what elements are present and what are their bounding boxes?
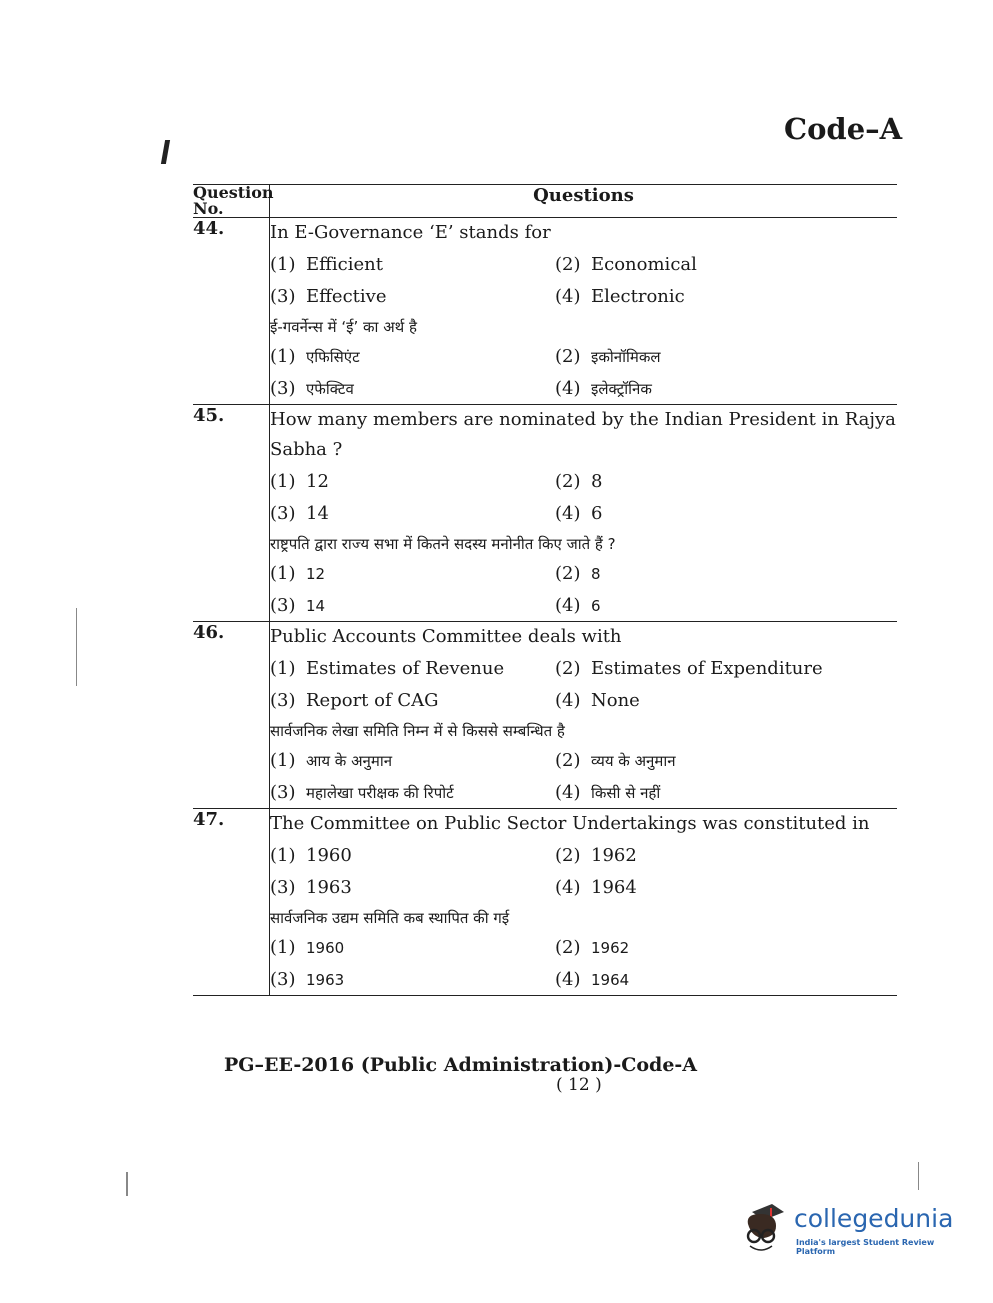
question-text-english: How many members are nominated by the Indian President in Rajya Sabha ?	[270, 409, 896, 460]
option-number: (2)	[555, 658, 581, 679]
paper-code: Code–A	[784, 112, 903, 146]
answer-option	[270, 686, 555, 716]
option-number: (4)	[555, 595, 581, 616]
option-text: 1960	[306, 845, 352, 866]
answer-option	[270, 873, 555, 903]
brand-watermark	[740, 1198, 960, 1258]
option-number: (2)	[555, 750, 581, 771]
option-number: (4)	[555, 782, 581, 803]
question-text-english: The Committee on Public Sector Undertakings was constituted in	[270, 813, 870, 834]
option-text: 14	[306, 503, 329, 524]
option-text: किसी से नहीं	[591, 784, 661, 802]
question-body	[270, 809, 898, 996]
option-text: 1963	[306, 877, 352, 898]
question-row	[193, 622, 897, 809]
option-text: महालेखा परीक्षक की रिपोर्ट	[306, 784, 454, 802]
question-text-hindi: राष्ट्रपति द्वारा राज्य सभा में कितने सदस्य मनोनीत किए जाते हैं ?	[270, 535, 616, 553]
question-text-hindi: सार्वजनिक लेखा समिति निम्न में से किससे सम्बन्धित है	[270, 722, 565, 740]
question-row	[193, 809, 897, 996]
option-text: 8	[591, 471, 603, 492]
option-number: (2)	[555, 471, 581, 492]
question-text-english: Public Accounts Committee deals with	[270, 626, 622, 647]
option-number: (4)	[555, 877, 581, 898]
answer-option	[555, 778, 897, 808]
option-text: 12	[306, 471, 329, 492]
answer-option	[270, 933, 555, 963]
answer-option	[555, 746, 897, 776]
question-text-hindi: सार्वजनिक उद्यम समिति कब स्थापित की गई	[270, 909, 510, 927]
answer-option	[270, 746, 555, 776]
options-hindi	[270, 746, 897, 808]
options-english	[270, 467, 897, 529]
brand-name: collegedunia	[794, 1204, 954, 1233]
option-number: (2)	[555, 845, 581, 866]
answer-option	[555, 559, 897, 589]
scan-mark	[76, 608, 77, 686]
options-hindi	[270, 933, 897, 995]
option-text: इलेक्ट्रॉनिक	[591, 380, 652, 398]
option-text: 1963	[306, 971, 345, 989]
questions-table	[193, 184, 897, 996]
options-english	[270, 841, 897, 903]
question-number: 44.	[193, 218, 270, 405]
option-number: (1)	[270, 563, 296, 584]
answer-option	[555, 841, 897, 871]
question-no-header: Question No.	[193, 183, 274, 218]
option-number: (3)	[270, 782, 296, 803]
option-text: 8	[591, 565, 601, 583]
table-header-row	[193, 185, 897, 218]
page-number: ( 12 )	[556, 1075, 602, 1095]
option-number: (4)	[555, 969, 581, 990]
answer-option	[555, 282, 897, 312]
option-number: (2)	[555, 937, 581, 958]
question-text-english: In E-Governance ‘E’ stands for	[270, 222, 551, 243]
option-number: (4)	[555, 286, 581, 307]
answer-option	[555, 499, 897, 529]
answer-option	[555, 342, 897, 372]
option-text: Estimates of Revenue	[306, 658, 505, 679]
answer-option	[270, 591, 555, 621]
option-text: Economical	[591, 254, 697, 275]
option-number: (2)	[555, 346, 581, 367]
option-text: Report of CAG	[306, 690, 439, 711]
option-number: (4)	[555, 378, 581, 399]
options-hindi	[270, 342, 897, 404]
option-text: 1964	[591, 877, 637, 898]
option-text: 6	[591, 597, 601, 615]
answer-option	[270, 499, 555, 529]
answer-option	[270, 374, 555, 404]
option-number: (1)	[270, 845, 296, 866]
option-text: आय के अनुमान	[306, 752, 393, 770]
answer-option	[555, 686, 897, 716]
option-number: (1)	[270, 937, 296, 958]
answer-option	[270, 282, 555, 312]
question-body	[270, 218, 898, 405]
answer-option	[555, 933, 897, 963]
question-body	[270, 405, 898, 622]
option-text: Estimates of Expenditure	[591, 658, 823, 679]
option-number: (1)	[270, 346, 296, 367]
option-text: 1960	[306, 939, 345, 957]
margin-mark	[161, 140, 170, 164]
answer-option	[555, 374, 897, 404]
option-text: None	[591, 690, 640, 711]
option-number: (3)	[270, 503, 296, 524]
option-number: (1)	[270, 750, 296, 771]
answer-option	[270, 654, 555, 684]
answer-option	[555, 654, 897, 684]
option-text: व्यय के अनुमान	[591, 752, 676, 770]
scan-mark	[918, 1162, 919, 1190]
options-english	[270, 250, 897, 312]
option-number: (4)	[555, 690, 581, 711]
answer-option	[555, 250, 897, 280]
option-number: (3)	[270, 286, 296, 307]
scan-mark	[126, 1172, 128, 1196]
brand-tagline: India's largest Student Review Platform	[796, 1238, 935, 1256]
answer-option	[270, 250, 555, 280]
option-number: (3)	[270, 969, 296, 990]
questions-header: Questions	[270, 185, 898, 218]
answer-option	[555, 591, 897, 621]
question-number: 47.	[193, 809, 270, 996]
option-text: 1964	[591, 971, 630, 989]
option-number: (1)	[270, 254, 296, 275]
option-text: Efficient	[306, 254, 384, 275]
option-number: (3)	[270, 378, 296, 399]
question-text-hindi: ई-गवर्नेन्स में ‘ई’ का अर्थ है	[270, 318, 417, 336]
option-text: 12	[306, 565, 326, 583]
option-text: 14	[306, 597, 326, 615]
question-row	[193, 405, 897, 622]
option-number: (3)	[270, 595, 296, 616]
question-number: 45.	[193, 405, 270, 622]
option-text: Electronic	[591, 286, 685, 307]
answer-option	[270, 342, 555, 372]
option-text: 1962	[591, 845, 637, 866]
student-mascot-icon	[740, 1202, 788, 1252]
options-english	[270, 654, 897, 716]
option-number: (2)	[555, 254, 581, 275]
answer-option	[555, 873, 897, 903]
option-text: Effective	[306, 286, 387, 307]
option-number: (1)	[270, 658, 296, 679]
question-body	[270, 622, 898, 809]
option-text: इकोनॉमिकल	[591, 348, 661, 366]
answer-option	[270, 778, 555, 808]
option-number: (4)	[555, 503, 581, 524]
question-number: 46.	[193, 622, 270, 809]
option-text: एफिसिएंट	[306, 348, 360, 366]
answer-option	[555, 965, 897, 995]
answer-option	[270, 559, 555, 589]
option-text: 6	[591, 503, 603, 524]
answer-option	[555, 467, 897, 497]
question-row	[193, 218, 897, 405]
options-hindi	[270, 559, 897, 621]
option-number: (3)	[270, 877, 296, 898]
answer-option	[270, 965, 555, 995]
paper-footer: PG–EE-2016 (Public Administration)-Code-A	[224, 1054, 698, 1076]
option-text: एफेक्टिव	[306, 380, 354, 398]
option-number: (3)	[270, 690, 296, 711]
option-text: 1962	[591, 939, 630, 957]
answer-option	[270, 841, 555, 871]
answer-option	[270, 467, 555, 497]
option-number: (2)	[555, 563, 581, 584]
option-number: (1)	[270, 471, 296, 492]
